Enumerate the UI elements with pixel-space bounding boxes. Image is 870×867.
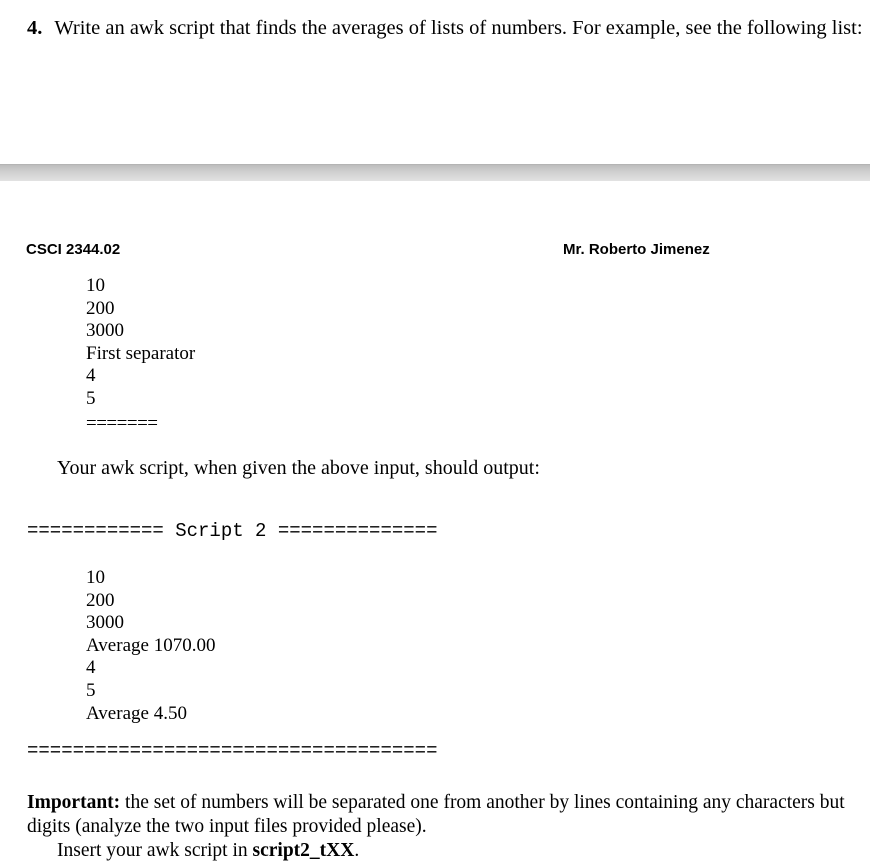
important-label: Important: xyxy=(27,792,121,813)
important-note xyxy=(27,791,847,863)
list-item: 4 xyxy=(86,657,96,679)
important-text: the set of numbers will be separated one from another by lines containing any characters but digits (analyze the two input files provided please). xyxy=(27,792,845,837)
input-end-separator: ======= xyxy=(86,413,158,434)
script-separator: ============ Script 2 ============== xyxy=(27,520,438,542)
page-break xyxy=(0,164,870,181)
list-item: 10 xyxy=(86,275,105,296)
list-item: 5 xyxy=(86,387,96,409)
output-list xyxy=(86,567,215,725)
question xyxy=(27,14,863,42)
important-paragraph xyxy=(27,791,847,839)
question-text: Write an awk script that finds the averages of lists of numbers. For example, see the following list: xyxy=(54,17,863,39)
insert-suffix: . xyxy=(354,840,360,861)
question-number: 4. xyxy=(27,17,43,39)
insert-filename: script2_tXX xyxy=(252,840,355,861)
course-code: CSCI 2344.02 xyxy=(26,241,121,258)
list-item: Average 1070.00 xyxy=(86,634,216,656)
list-item: 200 xyxy=(86,297,115,319)
insert-instruction xyxy=(27,839,847,863)
end-separator: ==================================== xyxy=(27,740,438,762)
list-item: 4 xyxy=(86,365,96,387)
list-item: 5 xyxy=(86,679,96,701)
list-item: Average 4.50 xyxy=(86,702,187,724)
output-intro: Your awk script, when given the above input, should output: xyxy=(57,457,540,479)
list-item: 3000 xyxy=(86,612,124,634)
list-item: 10 xyxy=(86,567,105,588)
list-item: 200 xyxy=(86,589,115,611)
insert-prefix: Insert your awk script in xyxy=(57,840,253,861)
list-item: First separator xyxy=(86,342,196,364)
input-list xyxy=(86,275,195,411)
list-item: 3000 xyxy=(86,320,124,342)
instructor-name: Mr. Roberto Jimenez xyxy=(563,241,710,258)
